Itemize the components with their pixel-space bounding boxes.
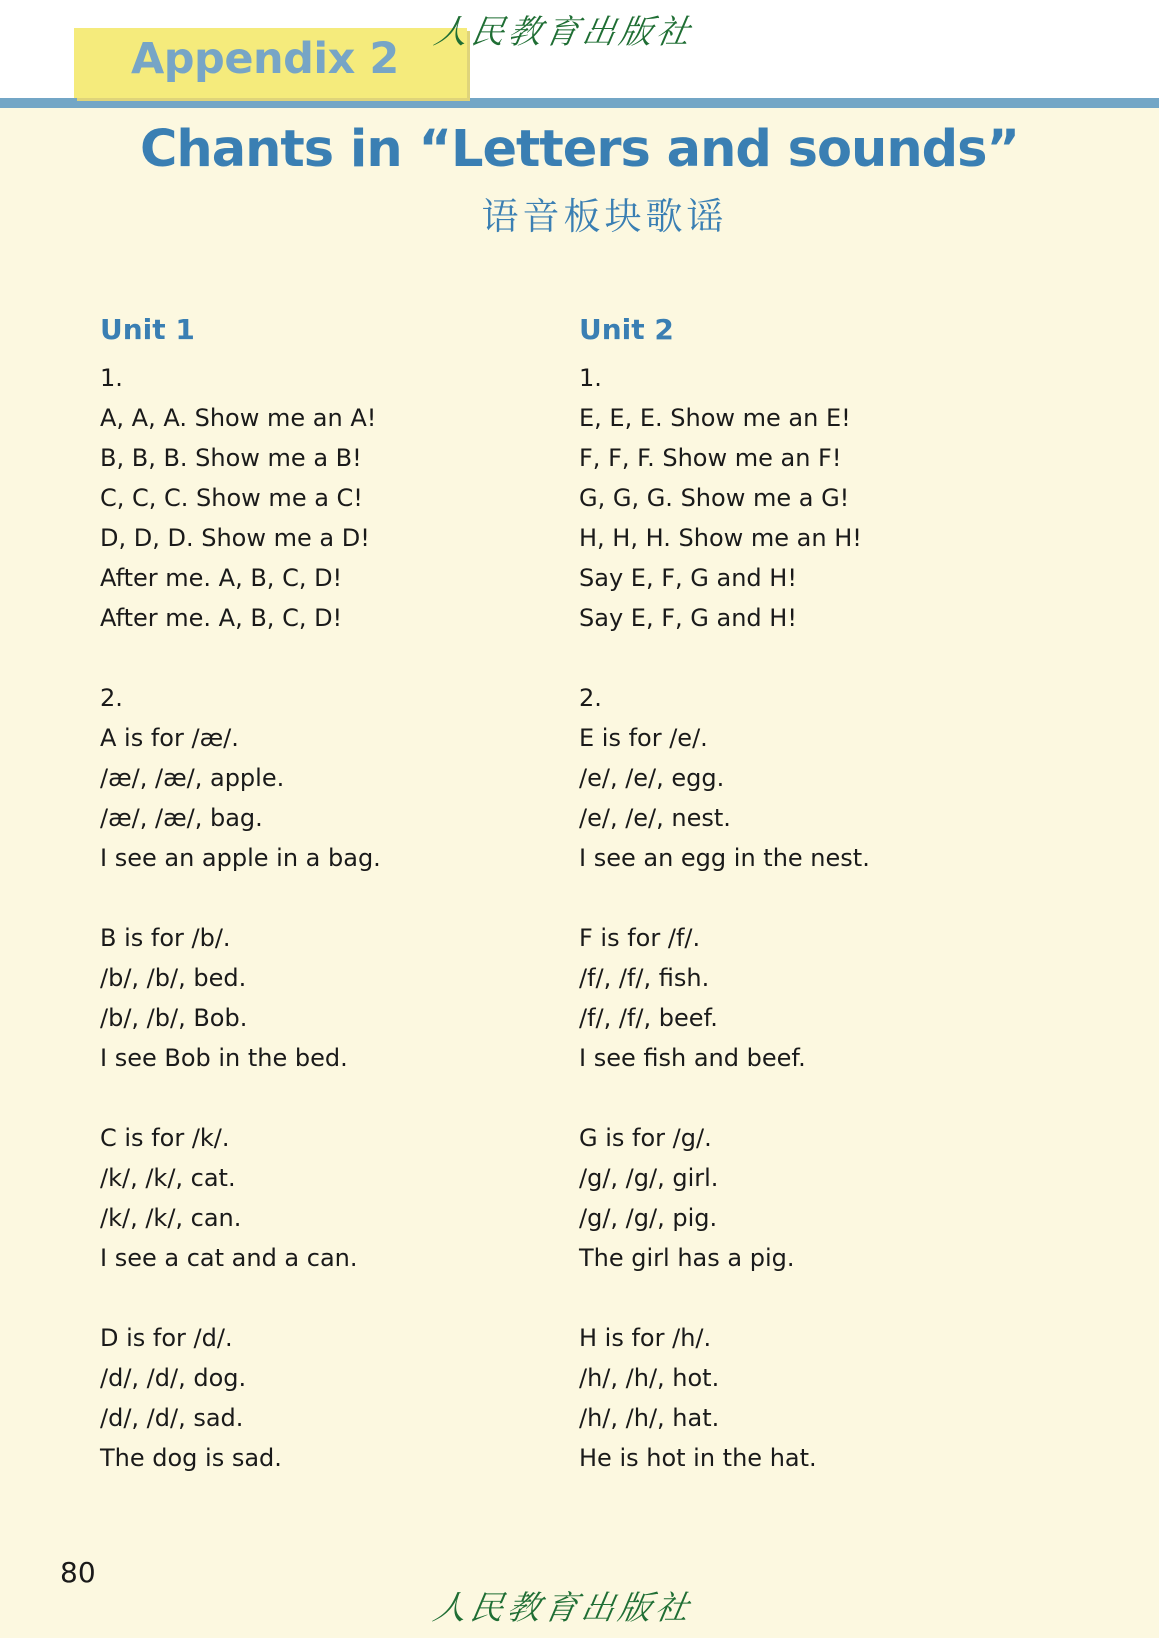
unit-heading: Unit 2: [579, 313, 674, 346]
chant-line: C, C, C. Show me a C!: [100, 484, 363, 512]
chant-line: /g/, /g/, pig.: [579, 1204, 718, 1232]
chant-stanza: [100, 918, 570, 1078]
chant-line: /k/, /k/, cat.: [100, 1164, 236, 1192]
chant-line: B is for /b/.: [100, 924, 231, 952]
section-tab-label: Appendix 2: [131, 34, 399, 84]
publisher-seal-bottom: 人民教育出版社: [430, 1588, 697, 1627]
chant-stanza: [100, 678, 570, 878]
stanza-gap: [579, 638, 1049, 678]
chant-line: /e/, /e/, nest.: [579, 804, 731, 832]
chant-line: /f/, /f/, fish.: [579, 964, 710, 992]
unit-heading: Unit 1: [100, 313, 195, 346]
chant-line: 2.: [579, 684, 602, 712]
chant-line: /h/, /h/, hat.: [579, 1404, 720, 1432]
chant-line: I see Bob in the bed.: [100, 1044, 348, 1072]
chant-stanza: [579, 678, 1049, 878]
chant-line: H is for /h/.: [579, 1324, 712, 1352]
stanza-gap: [100, 878, 570, 918]
chant-line: B, B, B. Show me a B!: [100, 444, 362, 472]
chant-line: E, E, E. Show me an E!: [579, 404, 851, 432]
chant-line: /d/, /d/, sad.: [100, 1404, 244, 1432]
chant-line: /e/, /e/, egg.: [579, 764, 725, 792]
stanza-gap: [100, 638, 570, 678]
chant-line: Say E, F, G and H!: [579, 564, 797, 592]
chant-stanza: [100, 358, 570, 638]
stanza-gap: [100, 1078, 570, 1118]
chant-line: D is for /d/.: [100, 1324, 233, 1352]
chant-line: G, G, G. Show me a G!: [579, 484, 850, 512]
unit-1-column: [100, 310, 570, 1478]
chant-line: F, F, F. Show me an F!: [579, 444, 842, 472]
publisher-seal-top: 人民教育出版社: [431, 12, 698, 51]
chant-line: /æ/, /æ/, bag.: [100, 804, 263, 832]
stanza-gap: [579, 1078, 1049, 1118]
chant-line: I see an apple in a bag.: [100, 844, 381, 872]
chant-line: C is for /k/.: [100, 1124, 230, 1152]
chant-stanza: [100, 1318, 570, 1478]
chant-line: After me. A, B, C, D!: [100, 604, 343, 632]
chant-line: 1.: [579, 364, 602, 392]
chant-stanza: [579, 1118, 1049, 1278]
chant-line: /b/, /b/, bed.: [100, 964, 247, 992]
chant-line: I see an egg in the nest.: [579, 844, 870, 872]
chant-line: /d/, /d/, dog.: [100, 1364, 247, 1392]
chant-line: /g/, /g/, girl.: [579, 1164, 719, 1192]
chant-stanza: [579, 1318, 1049, 1478]
chant-line: A is for /æ/.: [100, 724, 239, 752]
chant-line: Say E, F, G and H!: [579, 604, 797, 632]
page-number: 80: [60, 1556, 96, 1589]
chant-stanza: [579, 358, 1049, 638]
chant-line: F is for /f/.: [579, 924, 701, 952]
chant-line: /h/, /h/, hot.: [579, 1364, 720, 1392]
chant-line: H, H, H. Show me an H!: [579, 524, 862, 552]
chant-stanza: [100, 1118, 570, 1278]
page-subtitle-chinese: 语音板块歌谣: [481, 195, 728, 238]
stanza-gap: [579, 1278, 1049, 1318]
chant-line: 2.: [100, 684, 123, 712]
page-title: Chants in “Letters and sounds”: [139, 120, 1020, 179]
chant-line: He is hot in the hat.: [579, 1444, 817, 1472]
header-rule: [0, 98, 1159, 108]
unit-2-column: [579, 310, 1049, 1478]
chant-line: A, A, A. Show me an A!: [100, 404, 377, 432]
chant-line: After me. A, B, C, D!: [100, 564, 343, 592]
chant-line: /k/, /k/, can.: [100, 1204, 242, 1232]
stanza-gap: [579, 878, 1049, 918]
chant-line: I see a cat and a can.: [100, 1244, 358, 1272]
stanza-gap: [100, 1278, 570, 1318]
chant-line: G is for /g/.: [579, 1124, 712, 1152]
chant-line: The dog is sad.: [100, 1444, 282, 1472]
chant-line: The girl has a pig.: [579, 1244, 795, 1272]
chant-line: I see fish and beef.: [579, 1044, 806, 1072]
chant-line: E is for /e/.: [579, 724, 708, 752]
chant-stanza: [579, 918, 1049, 1078]
chant-line: /æ/, /æ/, apple.: [100, 764, 285, 792]
chant-line: D, D, D. Show me a D!: [100, 524, 370, 552]
chant-line: /f/, /f/, beef.: [579, 1004, 718, 1032]
chant-line: /b/, /b/, Bob.: [100, 1004, 248, 1032]
chant-line: 1.: [100, 364, 123, 392]
